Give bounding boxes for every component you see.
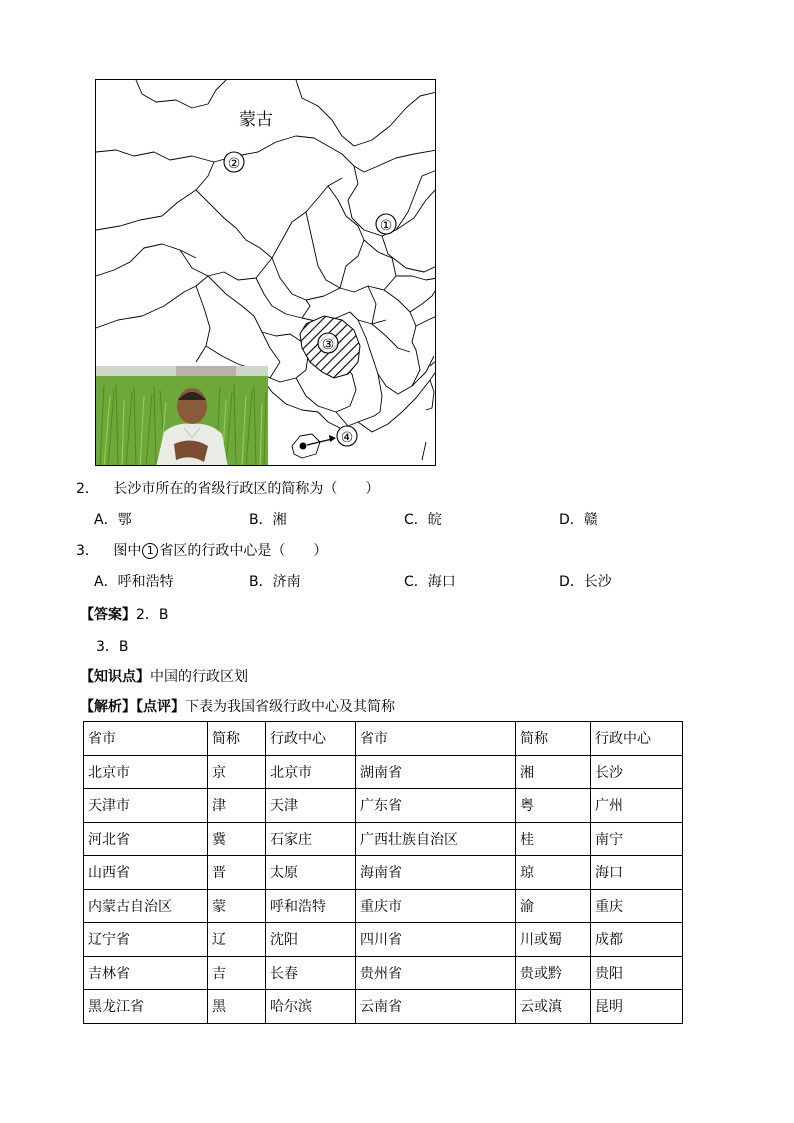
table-row (84, 822, 683, 856)
table-cell: 昆明 (591, 990, 683, 1024)
marker-4: ④ (340, 430, 354, 446)
table-header-cell: 省市 (84, 722, 208, 756)
table-cell: 广西壮族自治区 (356, 822, 516, 856)
answer-line-2 (96, 636, 129, 656)
option-b[interactable] (249, 571, 301, 591)
capital-dot (300, 443, 307, 450)
table-header-cell: 简称 (516, 722, 591, 756)
table-row (84, 956, 683, 990)
table-cell: 广州 (591, 789, 683, 823)
table-header-cell: 省市 (356, 722, 516, 756)
option-text: 呼和浩特 (117, 574, 174, 590)
question-text-pre: 图中 (113, 543, 142, 559)
table-cell: 吉林省 (84, 956, 208, 990)
table-cell: 贵或黔 (516, 956, 591, 990)
province-reference-table (83, 721, 683, 1024)
answer-value-1: 2．B (136, 607, 169, 623)
option-letter: A． (94, 512, 118, 528)
question-text: 长沙市所在的省级行政区的简称为（ ） (113, 481, 380, 497)
table-cell: 海南省 (356, 856, 516, 890)
option-letter: D． (559, 574, 584, 590)
table-cell: 太原 (266, 856, 356, 890)
analysis-line (80, 696, 395, 716)
option-text: 海口 (427, 574, 456, 590)
table-cell: 南宁 (591, 822, 683, 856)
table-row (84, 789, 683, 823)
option-d[interactable] (559, 571, 612, 591)
option-text: 赣 (583, 512, 598, 528)
question-number: 3． (76, 543, 99, 559)
option-letter: A． (94, 574, 118, 590)
question-2 (76, 478, 379, 498)
option-text: 湘 (272, 512, 287, 528)
table-cell: 吉 (208, 956, 266, 990)
table-cell: 北京市 (266, 755, 356, 789)
table-row (84, 755, 683, 789)
table-cell: 辽宁省 (84, 923, 208, 957)
table-cell: 湘 (516, 755, 591, 789)
table-cell: 内蒙古自治区 (84, 889, 208, 923)
table-cell: 冀 (208, 822, 266, 856)
answer-value-2: 3．B (96, 639, 129, 655)
table-row (84, 856, 683, 890)
table-cell: 天津市 (84, 789, 208, 823)
table-cell: 山西省 (84, 856, 208, 890)
option-c[interactable] (404, 509, 442, 529)
table-cell: 辽 (208, 923, 266, 957)
answer-line (80, 604, 169, 624)
question-number: 2． (76, 481, 99, 497)
option-letter: C． (404, 574, 428, 590)
table-cell: 重庆市 (356, 889, 516, 923)
analysis-label: 【解析】 (80, 699, 136, 715)
table-cell: 长沙 (591, 755, 683, 789)
table-header-cell: 简称 (208, 722, 266, 756)
marker-1: ① (379, 218, 393, 234)
marker-3: ③ (321, 337, 335, 353)
knowledge-text: 中国的行政区划 (150, 669, 248, 685)
table-row (84, 990, 683, 1024)
table-row (84, 889, 683, 923)
table-cell: 云或滇 (516, 990, 591, 1024)
table-cell: 晋 (208, 856, 266, 890)
table-cell: 黑龙江省 (84, 990, 208, 1024)
table-cell: 湖南省 (356, 755, 516, 789)
table-cell: 北京市 (84, 755, 208, 789)
table-cell: 重庆 (591, 889, 683, 923)
table-cell: 四川省 (356, 923, 516, 957)
marker-ref-1: 1 (142, 543, 158, 559)
knowledge-point (80, 666, 248, 686)
table-cell: 哈尔滨 (266, 990, 356, 1024)
comment-label: 【点评】 (136, 699, 185, 715)
table-cell: 石家庄 (266, 822, 356, 856)
table-cell: 天津 (266, 789, 356, 823)
table-cell: 京 (208, 755, 266, 789)
option-letter: C． (404, 512, 428, 528)
option-text: 鄂 (117, 512, 132, 528)
map-figure (95, 79, 436, 466)
option-text: 皖 (427, 512, 442, 528)
table-header-cell: 行政中心 (266, 722, 356, 756)
table-cell: 长春 (266, 956, 356, 990)
table-cell: 黑 (208, 990, 266, 1024)
knowledge-label: 【知识点】 (80, 669, 150, 685)
option-a[interactable] (94, 571, 174, 591)
table-cell: 云南省 (356, 990, 516, 1024)
question-3 (76, 540, 327, 560)
option-letter: B． (249, 512, 273, 528)
table-cell: 桂 (516, 822, 591, 856)
option-a[interactable] (94, 509, 132, 529)
table-row (84, 923, 683, 957)
table-cell: 贵州省 (356, 956, 516, 990)
marker-2: ② (227, 156, 241, 172)
table-cell: 粤 (516, 789, 591, 823)
table-cell: 琼 (516, 856, 591, 890)
option-b[interactable] (249, 509, 287, 529)
country-label: 蒙古 (239, 110, 273, 130)
option-d[interactable] (559, 509, 598, 529)
option-c[interactable] (404, 571, 456, 591)
analysis-text: 下表为我国省级行政中心及其简称 (185, 699, 395, 715)
table-cell: 成都 (591, 923, 683, 957)
table-cell: 贵阳 (591, 956, 683, 990)
table-cell: 津 (208, 789, 266, 823)
table-cell: 渝 (516, 889, 591, 923)
table-cell: 蒙 (208, 889, 266, 923)
option-letter: D． (559, 512, 584, 528)
table-header-cell: 行政中心 (591, 722, 683, 756)
table-cell: 川或蜀 (516, 923, 591, 957)
answer-label: 【答案】 (80, 607, 136, 623)
option-text: 长沙 (583, 574, 612, 590)
arrow-head (329, 435, 336, 442)
rice-farmer-photo (96, 366, 268, 466)
table-cell: 海口 (591, 856, 683, 890)
table-cell: 沈阳 (266, 923, 356, 957)
option-text: 济南 (272, 574, 301, 590)
table-header-row (84, 722, 683, 756)
table-cell: 河北省 (84, 822, 208, 856)
table-cell: 呼和浩特 (266, 889, 356, 923)
option-letter: B． (249, 574, 273, 590)
question-text-post: 省区的行政中心是（ ） (159, 543, 328, 559)
table-cell: 广东省 (356, 789, 516, 823)
